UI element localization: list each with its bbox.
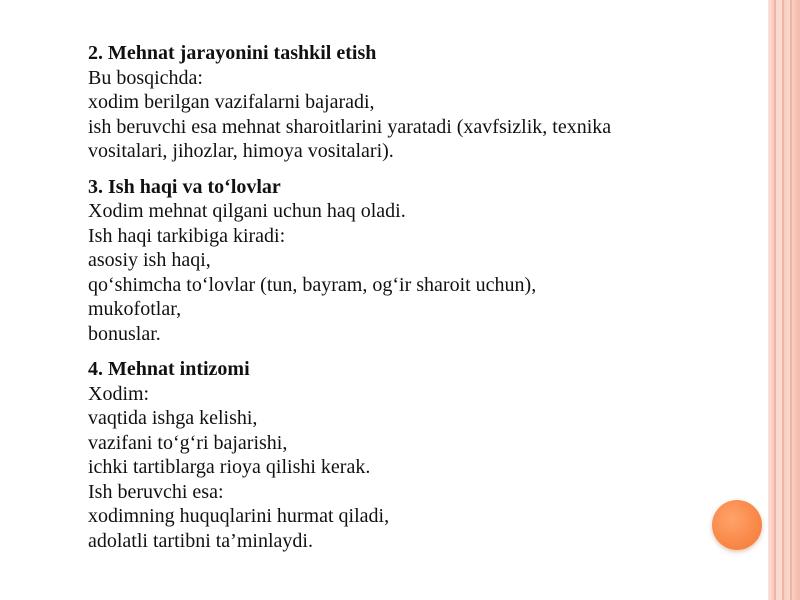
section-heading: 4. Mehnat intizomi bbox=[88, 358, 250, 380]
section-line: vazifani to‘g‘ri bajarishi, bbox=[88, 431, 288, 454]
section-line: qo‘shimcha to‘lovlar (tun, bayram, og‘ir sharoit uchun), bbox=[88, 273, 537, 296]
section-line: vositalari, jihozlar, himoya vositalari). bbox=[88, 140, 394, 162]
section-line: adolatli tartibni ta’minlaydi. bbox=[88, 529, 313, 552]
section-line: xodim berilgan vazifalarni bajaradi, bbox=[88, 91, 375, 113]
section-heading: 2. Mehnat jarayonini tashkil etish bbox=[88, 42, 377, 64]
section-line: bonuslar. bbox=[88, 322, 161, 345]
side-band-stripe bbox=[782, 0, 784, 600]
section-line: mukofotlar, bbox=[88, 298, 182, 320]
section-wages bbox=[88, 175, 728, 347]
side-band-stripe bbox=[790, 0, 792, 600]
section-work-discipline bbox=[88, 357, 728, 553]
decorative-side-band bbox=[768, 0, 800, 600]
section-work-process bbox=[88, 41, 728, 164]
section-line: asosiy ish haqi, bbox=[88, 249, 211, 271]
section-line: Xodim: bbox=[88, 382, 150, 405]
section-line: Xodim mehnat qilgani uchun haq oladi. bbox=[88, 200, 406, 222]
section-line: xodimning huquqlarini hurmat qiladi, bbox=[88, 505, 390, 527]
section-line: ichki tartiblarga rioya qilishi kerak. bbox=[88, 456, 371, 478]
section-heading: 3. Ish haqi va to‘lovlar bbox=[88, 175, 281, 198]
section-line: ish beruvchi esa mehnat sharoitlarini yaratadi (xavfsizlik, texnika bbox=[88, 115, 612, 138]
section-line: Bu bosqichda: bbox=[88, 66, 203, 89]
slide-body bbox=[88, 41, 728, 564]
side-band-stripe bbox=[774, 0, 776, 600]
section-line: Ish beruvchi esa: bbox=[88, 480, 224, 503]
section-line: Ish haqi tarkibiga kiradi: bbox=[88, 224, 286, 247]
section-line: vaqtida ishga kelishi, bbox=[88, 407, 258, 429]
